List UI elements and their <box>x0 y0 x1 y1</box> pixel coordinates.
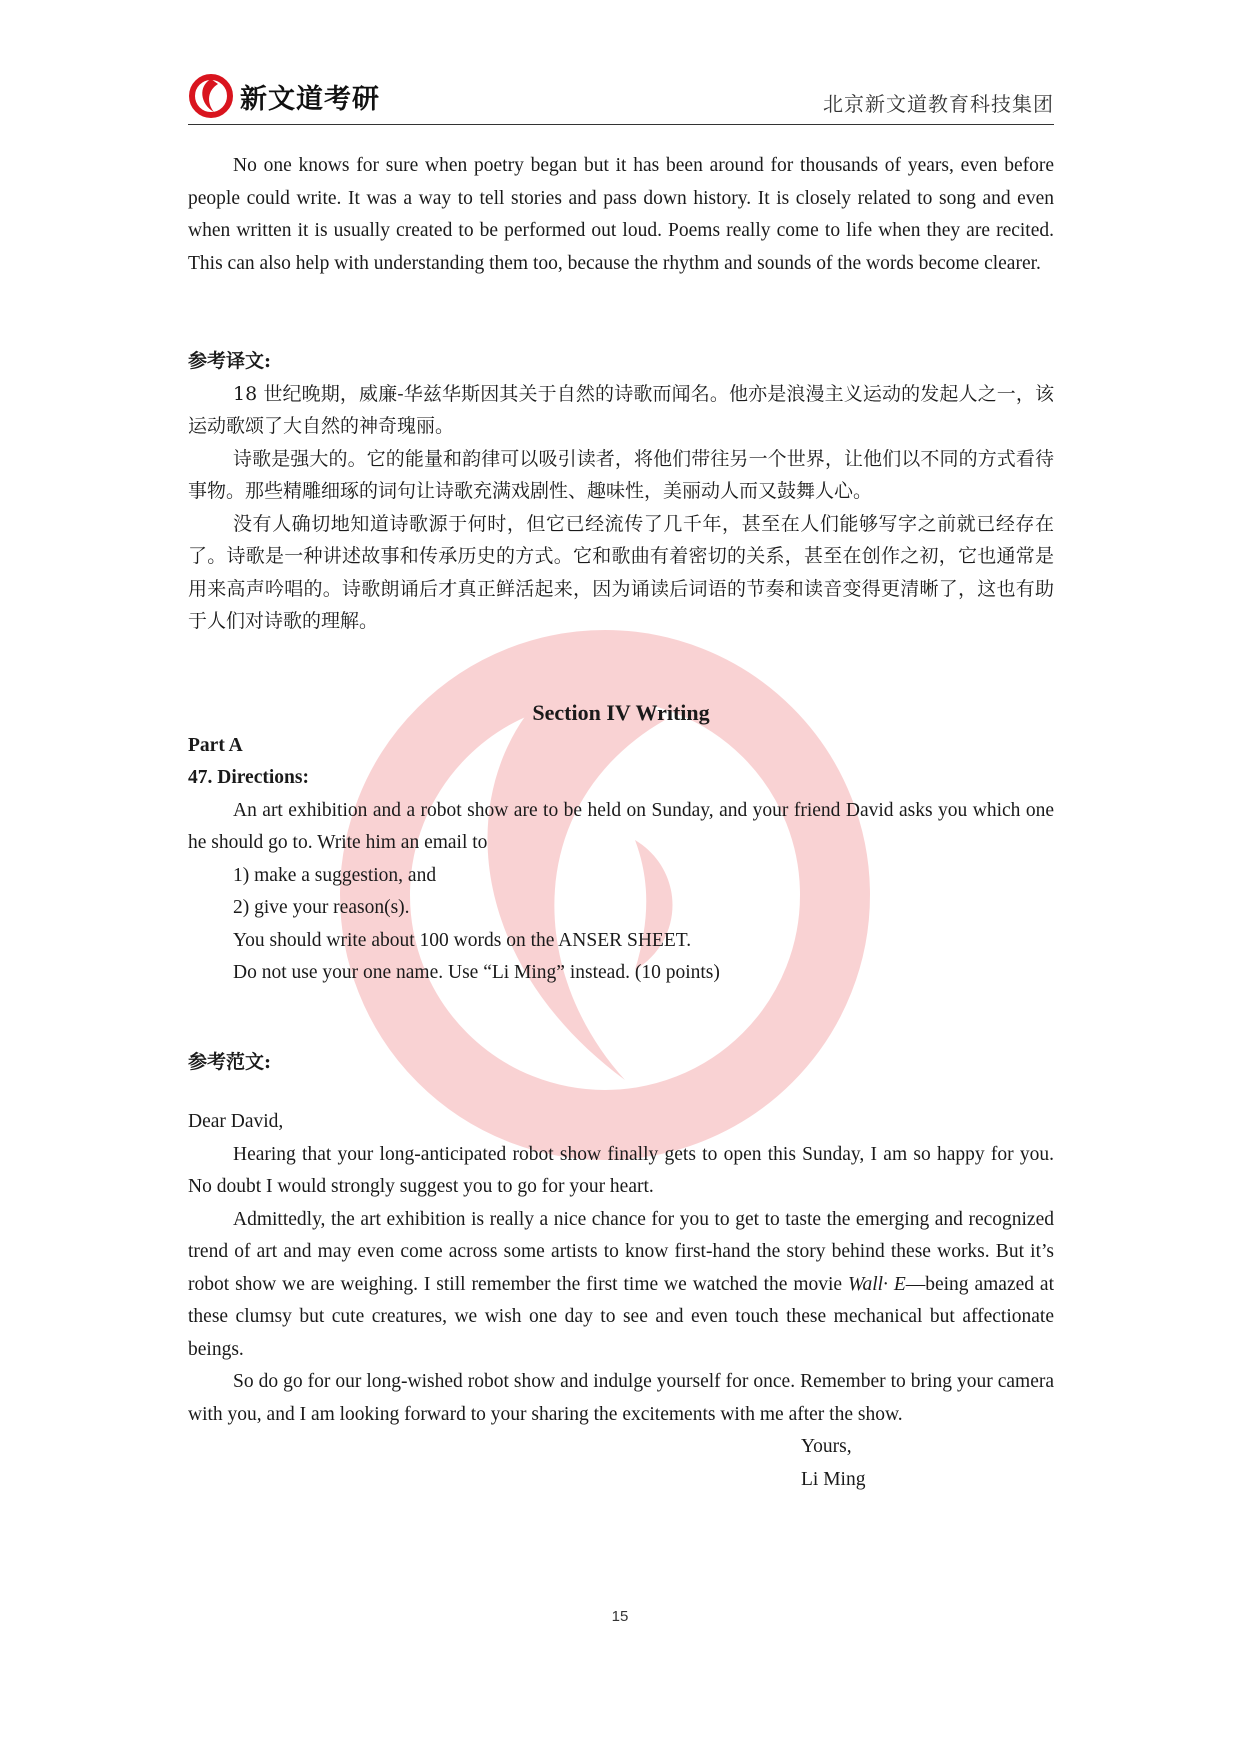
directions-intro: An art exhibition and a robot show are to be held on Sunday, and your friend David asks you which one he should go to. Write him an email to <box>188 799 1054 853</box>
movie-title: Wall· E <box>847 1273 906 1295</box>
brand-logo <box>188 74 380 118</box>
word-count-note: You should write about 100 words on the ANSER SHEET. <box>233 929 692 951</box>
sample-paragraph-2-start: Admittedly, the art exhibition is really a nice chance for you to get to taste the emerging and recognized trend of art and may even come across some artists to know first-hand the story behind these works. But it’s robot show we are weighing. I still remember the first time we watched the movie <box>188 1208 1054 1295</box>
english-paragraph: No one knows for sure when poetry began but it has been around for thousands of years, even before people could write. It was a way to tell stories and pass down history. It is closely related to song and even when written it is usually created to be performed out loud. Poems really come to life when they are recited. This can also help with understanding them too, because the rhythm and sounds of the words become clearer. <box>188 155 1054 274</box>
document-body <box>188 150 1054 1496</box>
translation-paragraph-3: 没有人确切地知道诗歌源于何时，但它已经流传了几千年，甚至在人们能够写字之前就已经存在了。诗歌是一种讲述故事和传承历史的方式。它和歌曲有着密切的关系，甚至在创作之初，它也通常是用来高声吟唱的。诗歌朗诵后才真正鲜活起来，因为诵读后词语的节奏和读音变得更清晰了，这也有助于人们对诗歌的理解。 <box>188 512 1054 632</box>
page-number: 15 <box>611 1608 629 1625</box>
name-note: Do not use your one name. Use “Li Ming” instead. (10 points) <box>233 962 720 983</box>
direction-item-1: 1) make a suggestion, and <box>233 864 437 886</box>
sample-paragraph-3: So do go for our long-wished robot show and indulge yourself for once. Remember to bring your camera with you, and I am looking forward to your sharing the excitements with me after the show. <box>188 1371 1054 1425</box>
translation-paragraph-1: 18 世纪晚期，威廉-华兹华斯因其关于自然的诗歌而闻名。他亦是浪漫主义运动的发起人之一，该运动歌颂了大自然的神奇瑰丽。 <box>188 382 1054 437</box>
page-header <box>188 72 1054 125</box>
directions-label: 47. Directions: <box>188 767 309 788</box>
sample-paragraph-2-end: —being amazed at these clumsy but cute creatures, we wish one day to see and even touch these mechanical but affectionate beings. <box>188 1273 1054 1360</box>
section-title: Section IV Writing <box>532 699 710 725</box>
translation-paragraph-2: 诗歌是强大的。它的能量和韵律可以吸引读者，将他们带往另一个世界，让他们以不同的方式看待事物。那些精雕细琢的词句让诗歌充满戏剧性、趣味性，美丽动人而又鼓舞人心。 <box>188 447 1054 502</box>
salutation: Dear David, <box>188 1111 284 1132</box>
direction-item-2: 2) give your reason(s). <box>233 897 410 918</box>
logo-text: 新文道考研 <box>240 83 380 115</box>
sample-paragraph-1: Hearing that your long-anticipated robot show finally gets to open this Sunday, I am so happy for you. No doubt I would strongly suggest you to go for your heart. <box>188 1143 1054 1197</box>
phoenix-logo-icon <box>188 74 234 118</box>
sample-label: 参考范文: <box>188 1050 272 1073</box>
translation-label: 参考译文: <box>188 350 272 372</box>
organization-name: 北京新文道教育科技集团 <box>823 92 1054 116</box>
signature: Li Ming <box>801 1468 866 1490</box>
part-label: Part A <box>188 734 243 756</box>
sample-paragraph-2 <box>188 1204 1054 1367</box>
closing: Yours, <box>801 1436 852 1457</box>
